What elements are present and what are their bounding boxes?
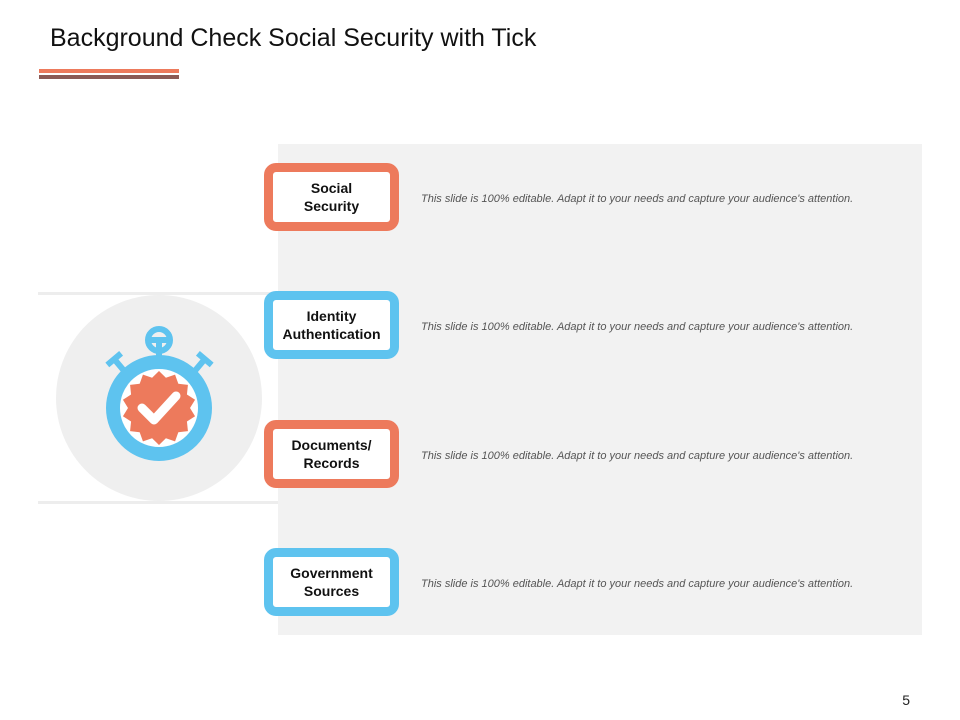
title-underline-orange	[39, 69, 179, 73]
item-label: Documents/ Records	[291, 437, 372, 471]
item-description: This slide is 100% editable. Adapt it to your needs and capture your audience's attention.	[421, 450, 854, 462]
item-label: Identity Authentication	[282, 308, 381, 342]
item-description: This slide is 100% editable. Adapt it to your needs and capture your audience's attention.	[421, 193, 854, 205]
divider-line-bottom	[38, 501, 278, 504]
title-underline-dark	[39, 75, 179, 79]
item-box-social-security	[264, 163, 399, 231]
item-label: Government Sources	[290, 565, 373, 599]
item-box-government-sources	[264, 548, 399, 616]
item-description: This slide is 100% editable. Adapt it to your needs and capture your audience's attention.	[421, 321, 854, 333]
item-label: Social Security	[303, 180, 360, 214]
slide-title: Background Check Social Security with Tick	[50, 24, 537, 52]
stopwatch-icon	[98, 322, 222, 468]
item-box-documents-records	[264, 420, 399, 488]
item-box-identity-authentication	[264, 291, 399, 359]
page-number: 5	[902, 692, 910, 708]
item-description: This slide is 100% editable. Adapt it to your needs and capture your audience's attention.	[421, 578, 854, 590]
stopwatch-check-icon	[98, 322, 222, 468]
